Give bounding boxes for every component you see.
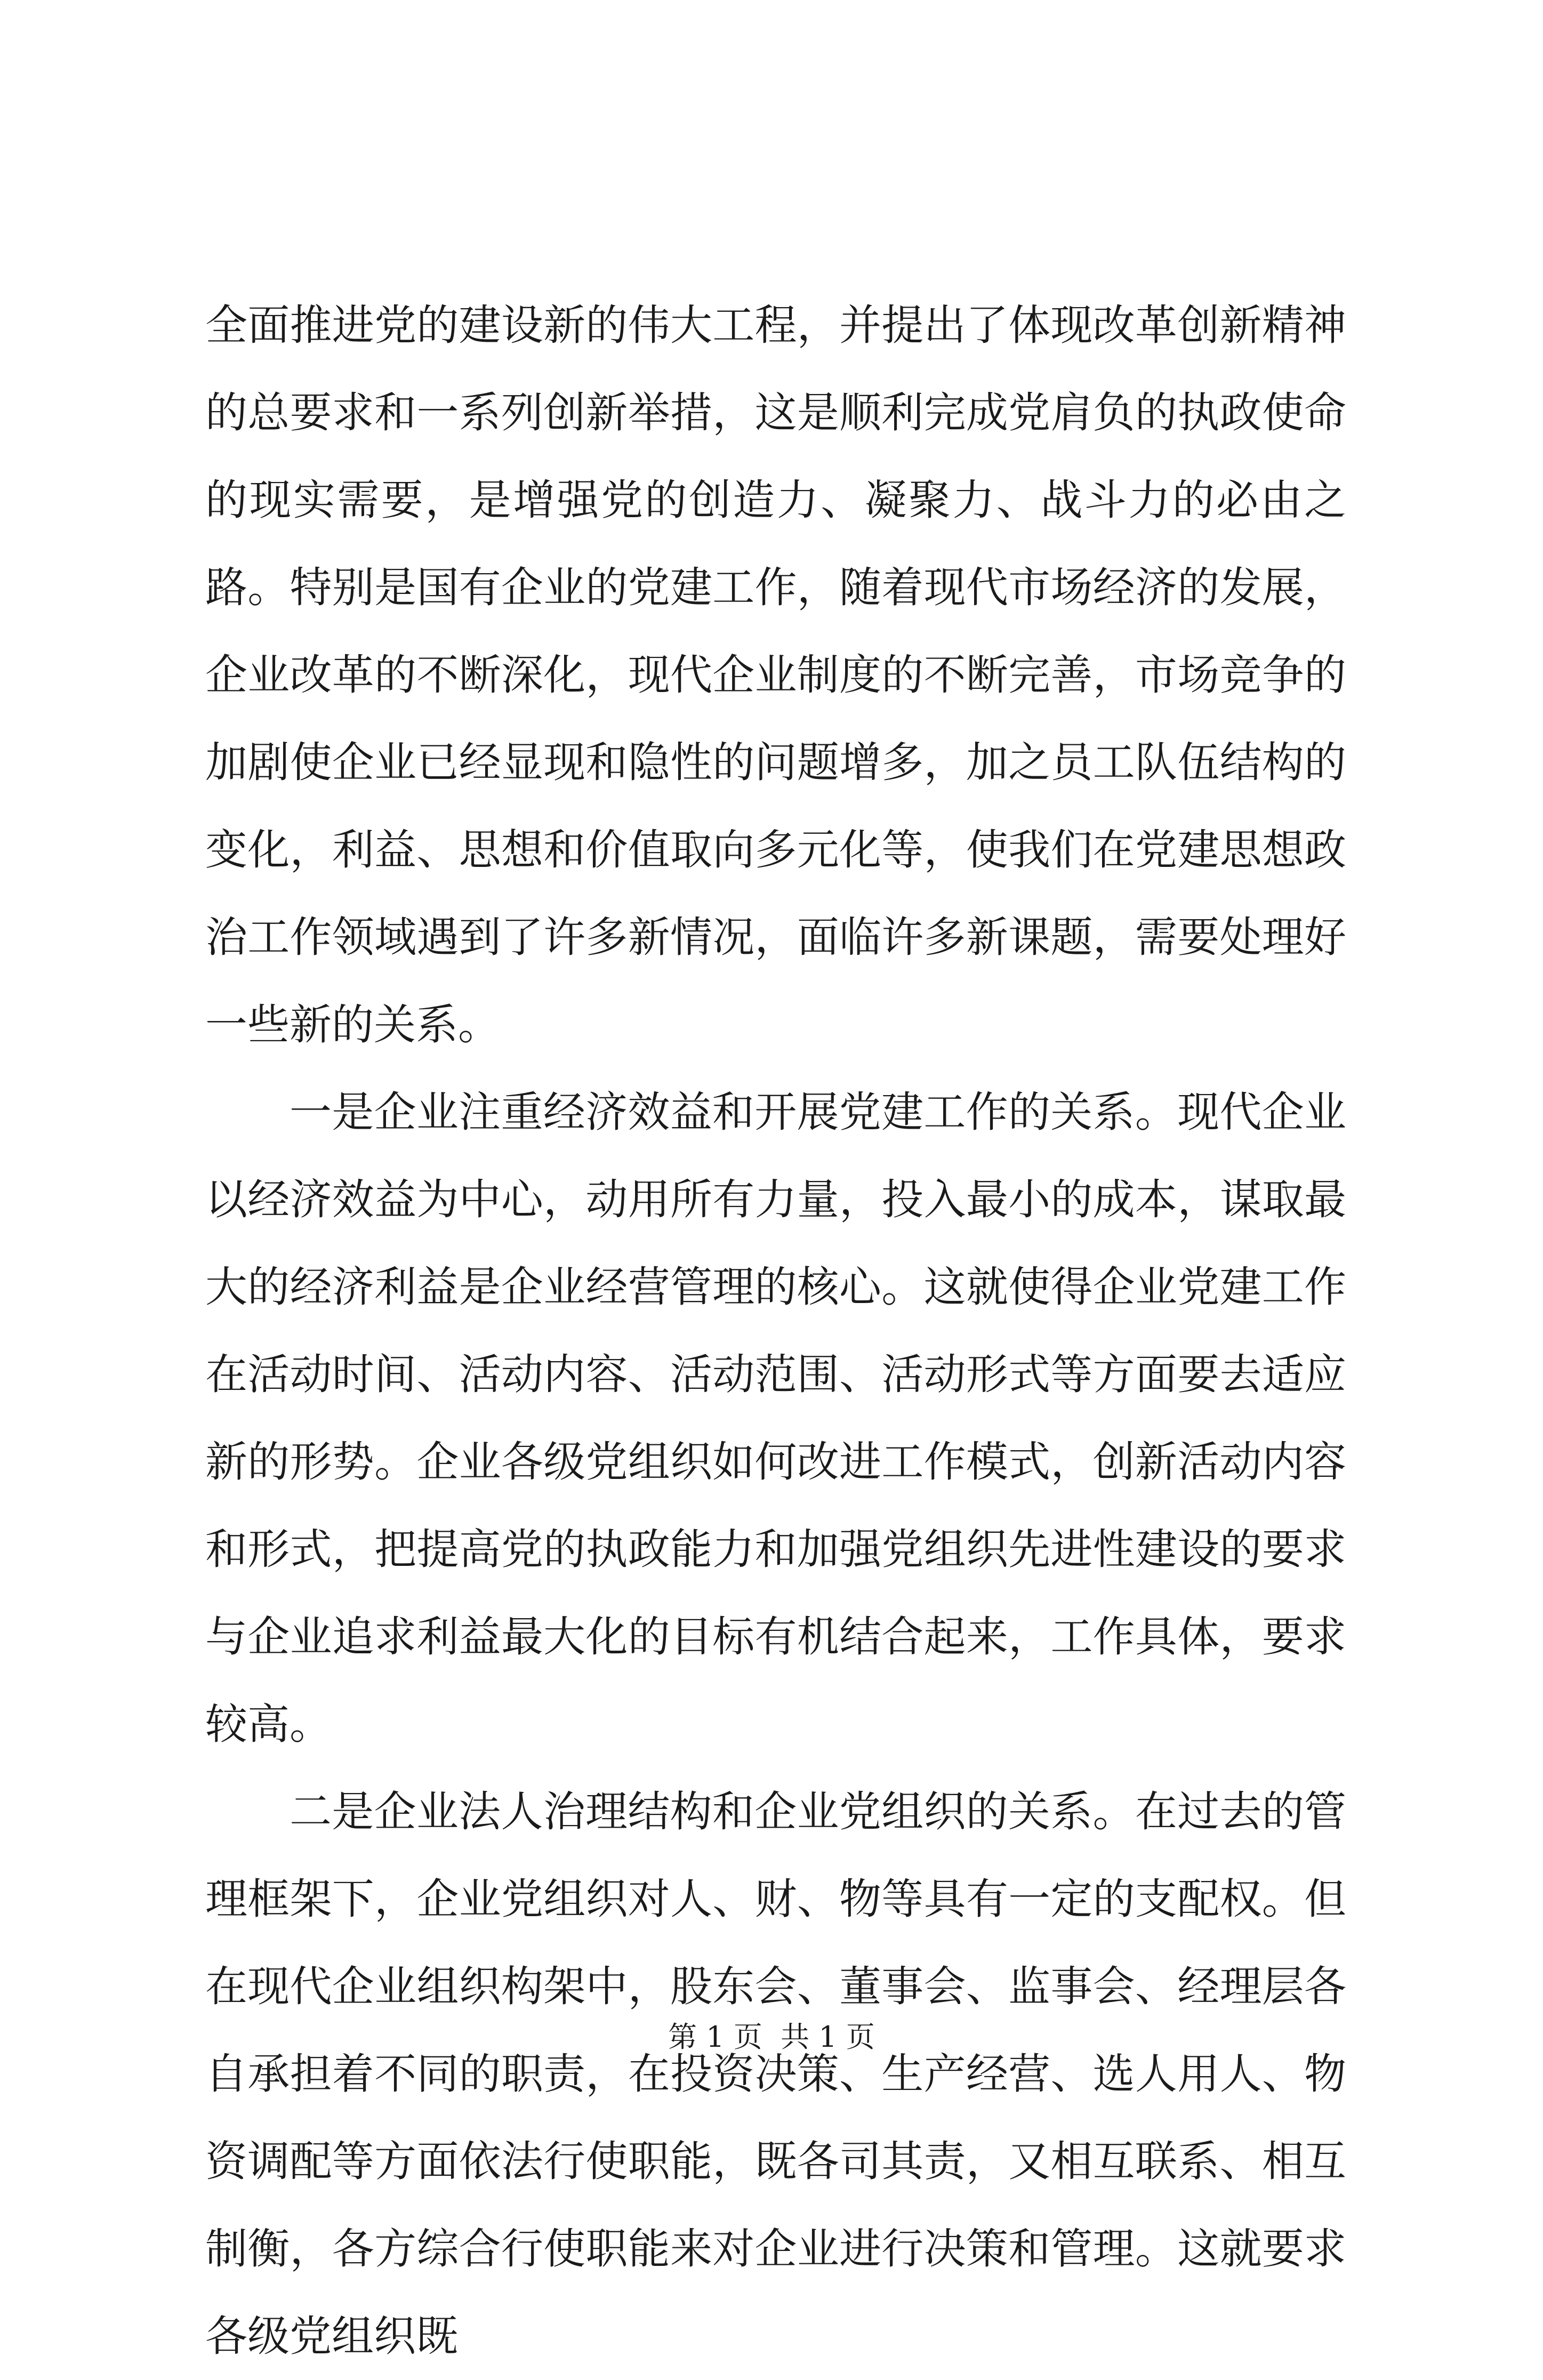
paragraph-point-two: 二是企业法人治理结构和企业党组织的关系。在过去的管理框架下，企业党组织对人、财、物等具有一定的支配权。但在现代企业组织构架中，股东会、董事会、监事会、经理层各自承担着不同的职责，在投资决策、生产经营、选人用人、物资调配等方面依法行使职能，既各司其责，又相互联系、相互制衡，各方综合行使职能来对企业进行决策和管理。这就要求各级党组织既 [205,1787,1346,2361]
paragraph-point-one: 一是企业注重经济效益和开展党建工作的关系。现代企业以经济效益为中心，动用所有力量，投入最小的成本，谋取最大的经济利益是企业经营管理的核心。这就使得企业党建工作在活动时间、活动内容、活动范围、活动形式等方面要去适应新的形势。企业各级党组织如何改进工作模式，创新活动内容和形式，把提高党的执政能力和加强党组织先进性建设的要求与企业追求利益最大化的目标有机结合起来，工作具体，要求较高。 [205,1088,1346,1749]
document-body [205,282,1346,2380]
paragraph-intro: 全面推进党的建设新的伟大工程，并提出了体现改革创新精神的总要求和一系列创新举措，这是顺利完成党肩负的执政使命的现实需要，是增强党的创造力、凝聚力、战斗力的必由之路。特别是国有企业的党建工作，随着现代市场经济的发展，企业改革的不断深化，现代企业制度的不断完善，市场竞争的加剧使企业已经显现和隐性的问题增多，加之员工队伍结构的变化，利益、思想和价值取向多元化等，使我们在党建思想政治工作领域遇到了许多新情况，面临许多新课题，需要处理好一些新的关系。 [205,301,1346,1049]
page-footer: 第 1 页 共 1 页 [668,2020,875,2054]
